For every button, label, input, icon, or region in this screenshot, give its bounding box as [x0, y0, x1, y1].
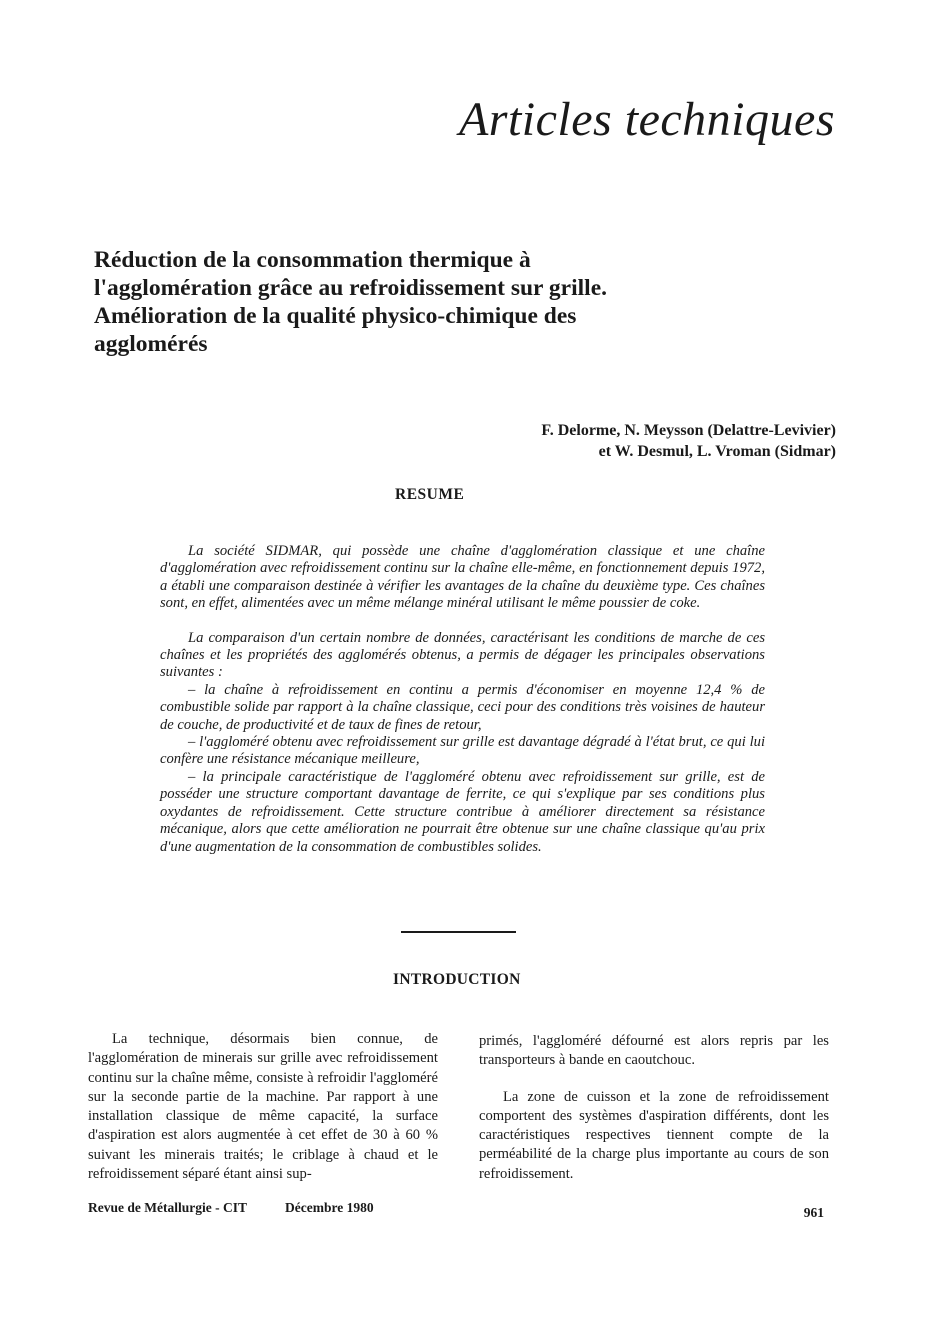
section-heading: Articles techniques — [458, 93, 835, 146]
introduction-heading: INTRODUCTION — [393, 971, 521, 988]
running-footer — [88, 1200, 374, 1216]
abstract-item-1: – la chaîne à refroidissement en continu a permis d'économiser en moyenne 12,4 % de combustible solide par rapport à la chaîne classique, ceci pour des conditions très voisines de hauteur de couche, de productivité et de taux de fines de retour, — [160, 681, 765, 733]
abstract-paragraph-2: La comparaison d'un certain nombre de données, caractérisant les conditions de marche de ces chaînes et les propriétés des agglomérés obtenus, a permis de dégager les principales observations suivantes : — [160, 629, 765, 681]
abstract-item-3: – la principale caractéristique de l'aggloméré obtenu avec refroidissement sur grille, est de posséder une structure comportant davantage de ferrite, ce qui s'explique par ses conditions plus oxydantes de refroidissement. Cette structure contribue à améliorer directement sa résistance mécanique, alors que cette amélioration ne pourrait être obtenue sur une chaîne classique qu'au prix d'une augmentation de la consommation de combustibles solides. — [160, 768, 765, 855]
journal-name: Revue de Métallurgie - CIT — [88, 1200, 247, 1215]
author-block — [541, 420, 836, 462]
article-title: Réduction de la consommation thermique à l'agglomération grâce au refroidissement sur grille. Amélioration de la qualité physico-chimique des agglomérés — [94, 247, 607, 357]
section-divider — [401, 931, 516, 933]
intro-paragraph-2: La zone de cuisson et la zone de refroidissement comportent des systèmes d'aspiration différents, dont les caractéristiques respectives tiennent compte de la perméabilité de la charge plus importante au cours de son refroidissement. — [479, 1088, 829, 1182]
issue-date: Décembre 1980 — [284, 1200, 374, 1215]
intro-paragraph-continued: primés, l'aggloméré défourné est alors repris par les transporteurs à bande en caoutchouc. — [479, 1033, 829, 1069]
author-line-1: F. Delorme, N. Meysson (Delattre-Levivier) — [541, 422, 836, 439]
abstract-paragraph-1: La société SIDMAR, qui possède une chaîne d'agglomération classique et une chaîne d'agglomération avec refroidissement continu sur la chaîne elle-même, en fonctionnement depuis 1972, a établi une comparaison destinée à vérifier les avantages de la chaîne du deuxième type. Ces chaînes sont, en effet, alimentées avec un même mélange minéral utilisant le même poussier de coke. — [160, 543, 765, 612]
author-line-2: et W. Desmul, L. Vroman (Sidmar) — [598, 443, 836, 460]
resume-heading: RESUME — [395, 486, 465, 503]
intro-paragraph-1: La technique, désormais bien connue, de l'agglomération de minerais sur grille avec refroidissement continu sur la chaîne même, consiste à refroidir l'aggloméré sur la seconde partie de la machine. Par rapport à une installation classique de même capacité, la surface d'aspiration est alors augmentée à cet effet de 30 à 60 % suivant les minerais traités; le criblage à chaud et le refroidissement séparé étant ainsi sup- — [88, 1031, 438, 1183]
abstract — [160, 543, 765, 856]
intro-column-left — [88, 1030, 438, 1184]
abstract-item-2: – l'aggloméré obtenu avec refroidissement sur grille est davantage dégradé à l'état brut, ce qui lui confère une résistance mécanique meilleure, — [160, 734, 765, 768]
page-number: 961 — [803, 1205, 824, 1220]
intro-column-right — [479, 1032, 829, 1184]
